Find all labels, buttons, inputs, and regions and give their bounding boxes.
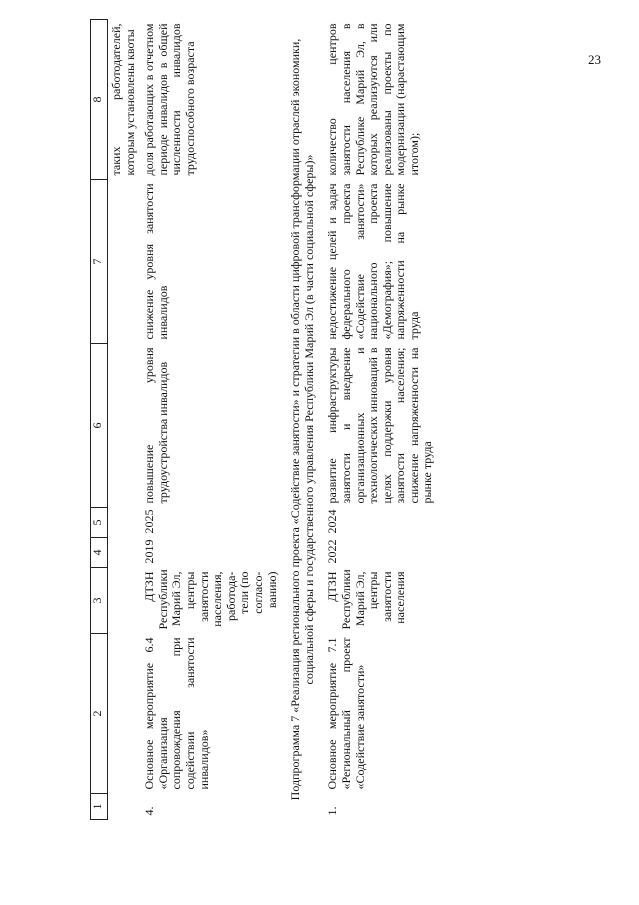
cell-expected-result: повышение уровня трудоустройства инвалидов xyxy=(142,347,170,504)
cell-consequences: недостижение целей и задач федерального проекта «Содействие занятости» национального проекта «Демография»; повышение напряженности на рынке труда xyxy=(325,183,421,340)
cell-indicators: количество центров занятости населения в Республике Марий Эл, в которых реализуются или реализованы проекты по модернизации (нарастающим итогом); xyxy=(325,23,421,176)
header-col-1: 1 xyxy=(91,794,108,820)
cell-indicators: таких работодателей, которым установлены квоты xyxy=(109,23,137,176)
cell-end-year: 2025 xyxy=(142,509,157,534)
cell-executor: ДТЗН Республики Марий Эл, центры занятости населения xyxy=(325,569,408,630)
table-row-continuation xyxy=(108,20,138,820)
header-col-7: 7 xyxy=(91,180,108,344)
table-row-measure-6-4 xyxy=(137,20,279,820)
header-row xyxy=(91,20,108,820)
page-number: 23 xyxy=(588,52,601,67)
cell-start-year: 2022 xyxy=(325,539,340,564)
table-row-measure-7-1 xyxy=(322,20,435,820)
cell-expected-result: развитие инфраструктуры занятости и внедрение организационных и технологических инноваций в целях поддержки уровня занятости населения; снижение напряженности на рынке труда xyxy=(325,347,435,504)
subprogram-heading-row xyxy=(279,20,322,820)
header-col-6: 6 xyxy=(91,344,108,508)
header-col-2: 2 xyxy=(91,634,108,794)
cell-indicators: доля работающих в отчетном периоде инвалидов в общей численности инвалидов трудоспособного возраста xyxy=(142,23,197,176)
subprogram-title: Подпрограмма 7 «Реализация регионального проекта «Содействие занятости» и стратегии в области цифровой трансформации отраслей экономики, социальной сферы и государственного управления Республики Марий Эл (в части социальной сферы)» xyxy=(288,38,316,801)
cell-measure-name: Основное мероприятие 7.1 «Региональный проект «Содействие занятости» xyxy=(325,637,367,790)
header-col-8: 8 xyxy=(91,20,108,180)
header-col-3: 3 xyxy=(91,568,108,634)
cell-executor: ДТЗН Республики Марий Эл, центры занятости населения, работода-тели (по согласо-ванию) xyxy=(142,569,279,630)
measures-table xyxy=(90,19,435,820)
cell-end-year: 2024 xyxy=(325,509,340,534)
cell-number: 4. xyxy=(142,806,157,816)
cell-start-year: 2019 xyxy=(142,539,157,564)
header-col-5: 5 xyxy=(91,508,108,538)
cell-measure-name: Основное мероприятие 6.4 «Организация сопровождения при содействии занятости инвалидов» xyxy=(142,637,211,790)
header-col-4: 4 xyxy=(91,538,108,568)
rotated-table-sheet xyxy=(90,20,510,820)
cell-consequences: снижение уровня занятости инвалидов xyxy=(142,183,170,340)
cell-number: 1. xyxy=(325,806,340,816)
